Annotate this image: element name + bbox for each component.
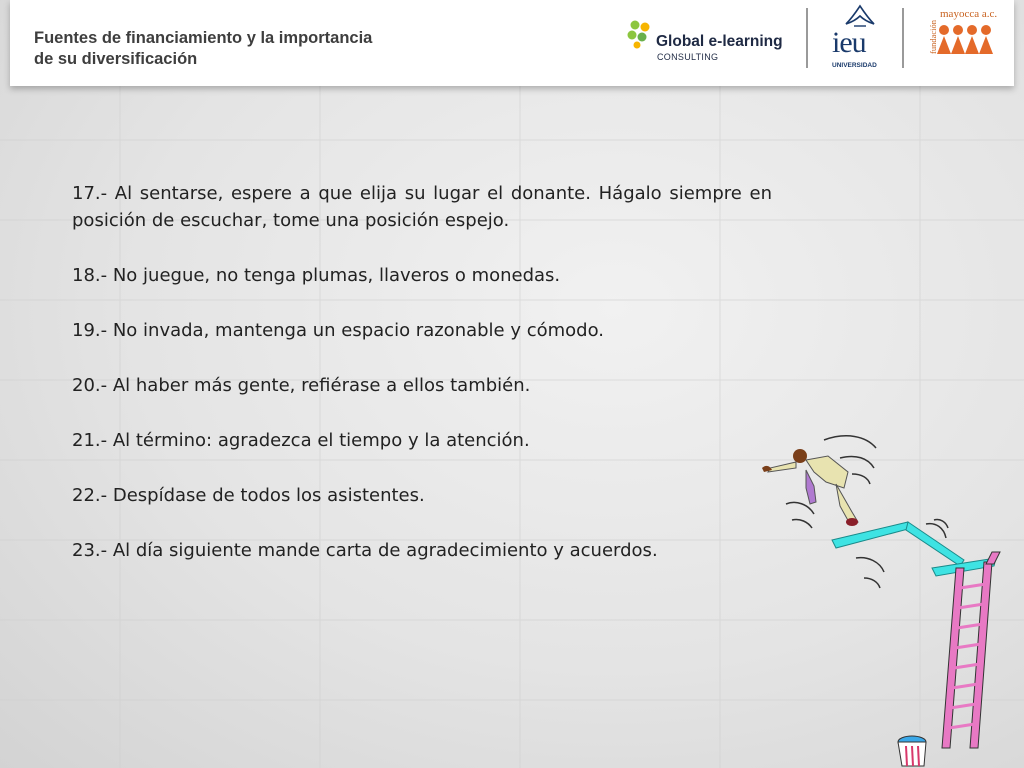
list-item: 21.- Al término: agradezca el tiempo y la atención. xyxy=(72,430,530,451)
page-title xyxy=(34,28,372,70)
list-item: 18.- No juegue, no tenga plumas, llaveros o monedas. xyxy=(72,265,561,286)
divider-2 xyxy=(902,8,904,68)
ieu-subtitle: UNIVERSIDAD xyxy=(832,62,877,69)
header-bar xyxy=(10,0,1014,86)
list-item: 17.- Al sentarse, espere a que elija su lugar el donante. Hágalo siempre en posición de escuchar, tome una posición espejo. xyxy=(72,183,772,231)
content-area xyxy=(72,180,772,592)
motion-lines-icon xyxy=(786,436,948,588)
fundacion-logo xyxy=(920,4,1002,74)
ieu-logo xyxy=(824,4,900,74)
global-elearning-logo xyxy=(626,16,806,68)
title-line-2: de su diversificación xyxy=(34,50,198,68)
list-item: 19.- No invada, mantenga un espacio razonable y cómodo. xyxy=(72,320,605,341)
gel-subtitle: CONSULTING xyxy=(657,52,719,62)
divider-1 xyxy=(806,8,808,68)
list-item: 23.- Al día siguiente mande carta de agradecimiento y acuerdos. xyxy=(72,540,658,561)
fundacion-side-text: fundación xyxy=(928,20,938,54)
list-item: 22.- Despídase de todos los asistentes. xyxy=(72,485,425,506)
ladder-icon xyxy=(942,552,1000,748)
gel-name: Global e-learning xyxy=(656,33,783,50)
list-item: 20.- Al haber más gente, refiérase a ellos también. xyxy=(72,375,531,396)
bucket-icon xyxy=(898,736,926,766)
diver-illustration xyxy=(756,428,1024,768)
diver-figure-icon xyxy=(762,449,858,526)
diving-board-icon xyxy=(832,522,996,576)
fundacion-top-text: mayocca a.c. xyxy=(940,8,998,20)
ieu-name: ieu xyxy=(832,26,866,59)
title-line-1: Fuentes de financiamiento y la importancia xyxy=(34,29,373,47)
flower-icon xyxy=(626,18,656,52)
people-icon xyxy=(936,22,1000,62)
